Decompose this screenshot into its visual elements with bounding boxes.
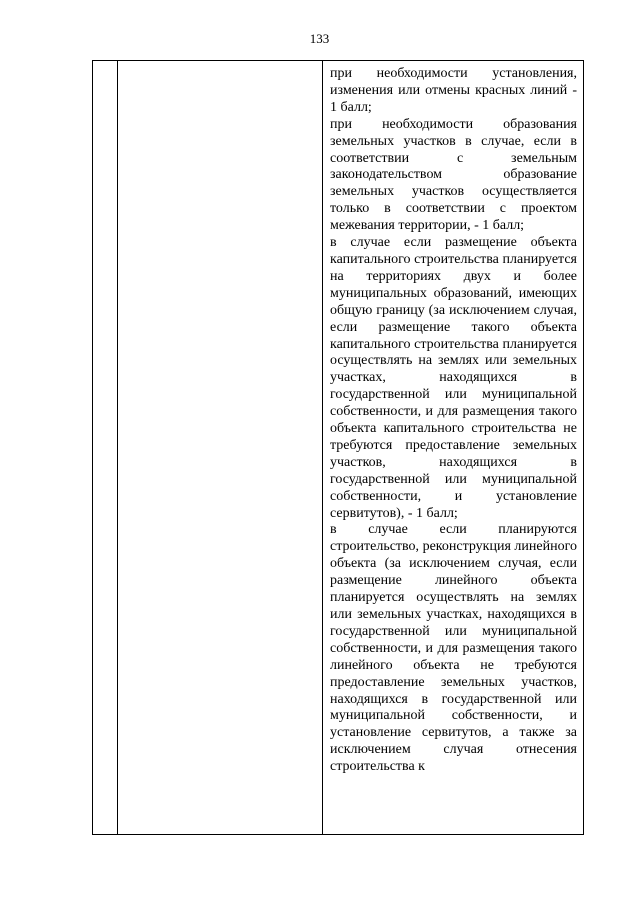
table-cell-conditions [323,61,584,835]
document-table [92,60,584,835]
condition-paragraph: при необходимости установления, изменения или отмены красных линий - 1 балл; [330,66,577,115]
table-cell-index [93,61,118,835]
table-cell-criterion [118,61,323,835]
table-row [93,61,584,835]
condition-paragraph: в случае если размещение объекта капитального строительства планируется на территориях двух и более муниципальных образований, имеющих общую границу (за исключением случая, если размещение такого объекта капитального строительства планируется осуществлять на землях или земельных участках, находящихся в государственной или муниципальной собственности, и для размещения такого объекта капитального строительства не требуются предоставление земельных участков, находящихся в государственной или муниципальной собственности, и установление сервитутов), - 1 балл; [330,235,577,521]
condition-paragraph: в случае если планируются строительство, реконструкция линейного объекта (за исключением случая, если размещение линейного объекта планируется осуществлять на землях или земельных участках, находящихся в государственной или муниципальной собственности, и для размещения такого линейного объекта не требуются предоставление земельных участков, находящихся в государственной или муниципальной собственности, и установление сервитутов, а также за исключением случая отнесения строительства к [330,522,577,775]
conditions-text [323,61,583,776]
condition-paragraph: при необходимости образования земельных участков в случае, если в соответствии с земельным законодательством образование земельных участков осуществляется только в соответствии с проектом межевания территории, - 1 балл; [330,116,577,234]
page-number: 133 [309,31,330,46]
